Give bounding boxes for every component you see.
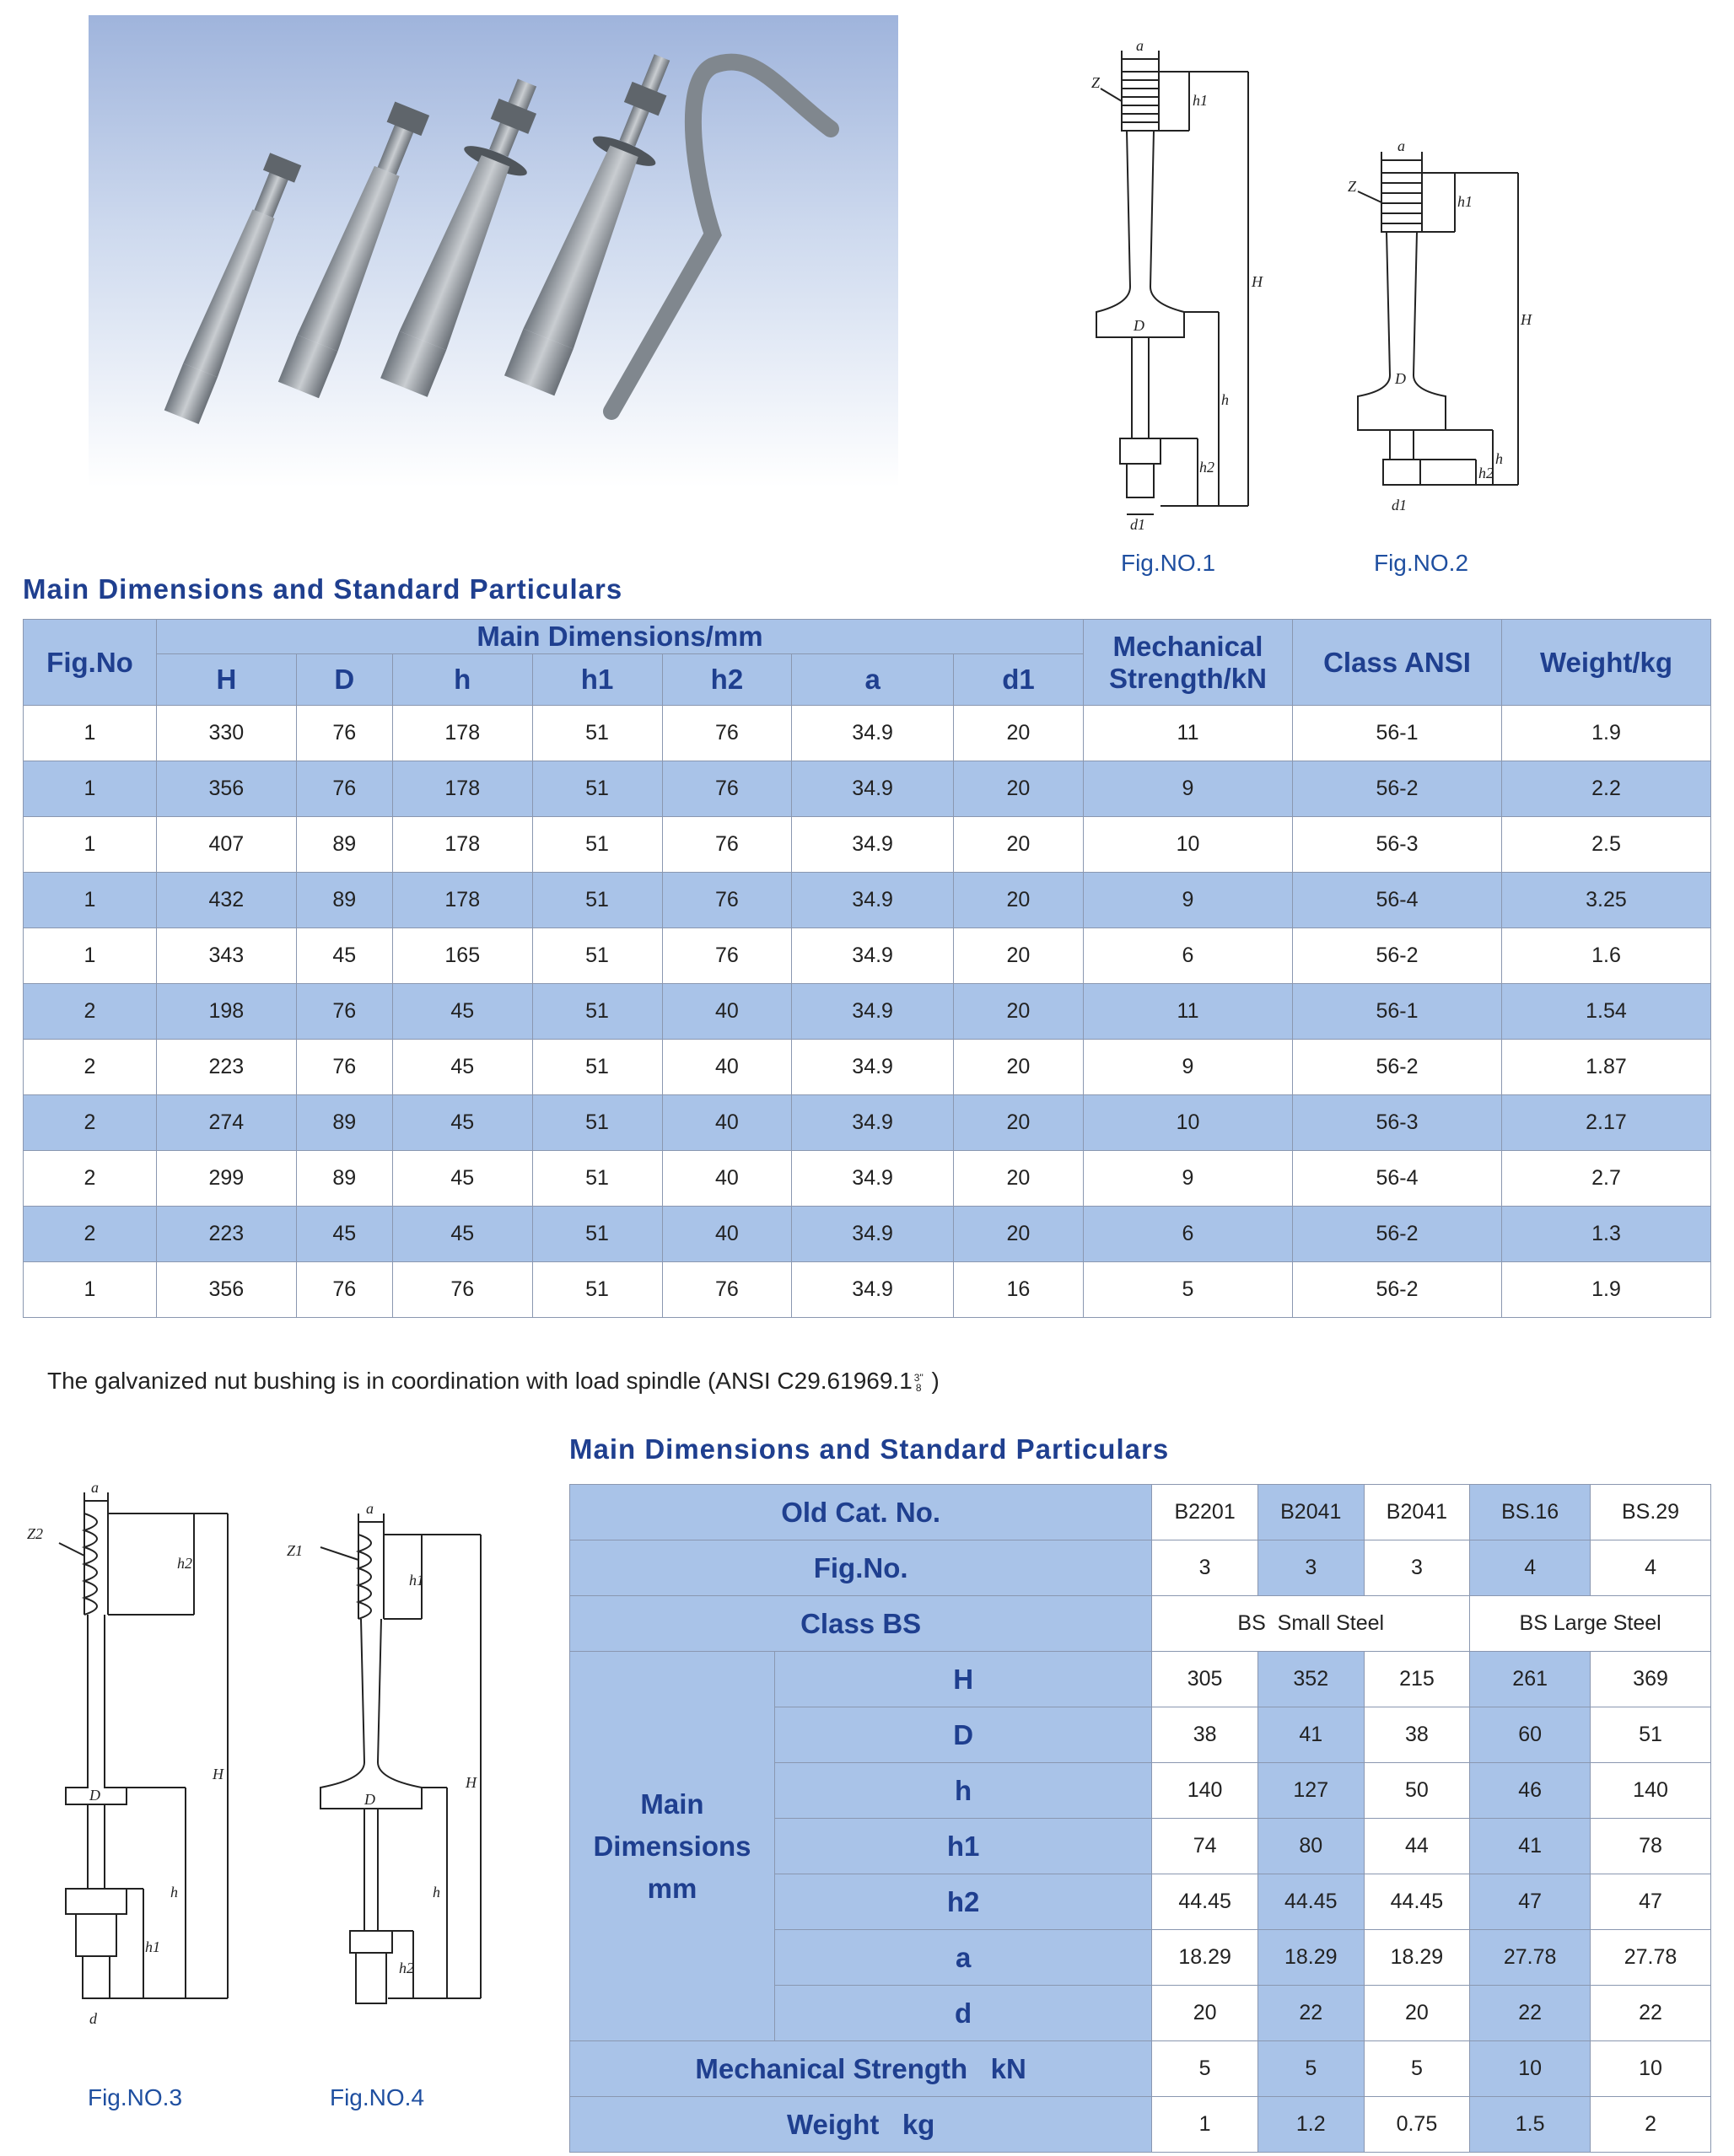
table-cell: 1 xyxy=(24,928,157,984)
class-bs-label: Class BS xyxy=(570,1596,1152,1652)
dim-name: a xyxy=(775,1930,1152,1986)
cell: 3 xyxy=(1257,1540,1364,1596)
table-row xyxy=(24,984,1711,1040)
table-cell: 1 xyxy=(24,706,157,761)
table-cell: 44.45 xyxy=(1364,1874,1470,1930)
table-cell: 51 xyxy=(532,928,662,984)
table-cell: 20 xyxy=(953,928,1083,984)
table-cell: 11 xyxy=(1084,984,1293,1040)
table-cell: 56-2 xyxy=(1293,761,1502,817)
table-cell: 2.7 xyxy=(1502,1151,1711,1207)
dim-d-3: d xyxy=(89,2010,97,2027)
dim-h1-2: h1 xyxy=(1457,193,1473,210)
drawing-fig3 xyxy=(17,1476,253,2049)
section2-title: Main Dimensions and Standard Particulars xyxy=(569,1433,1170,1465)
table-row xyxy=(24,1095,1711,1151)
table-cell: 2.5 xyxy=(1502,817,1711,873)
table-cell: 76 xyxy=(296,984,392,1040)
cell: B2201 xyxy=(1152,1485,1258,1540)
table-cell: 140 xyxy=(1591,1763,1711,1819)
table-cell: 76 xyxy=(662,706,792,761)
table-cell: 178 xyxy=(392,873,532,928)
table-cell: 178 xyxy=(392,706,532,761)
table-cell: 22 xyxy=(1257,1986,1364,2041)
table-cell: 10 xyxy=(1470,2041,1591,2097)
table-row xyxy=(570,2041,1711,2097)
table-cell: 2 xyxy=(24,1040,157,1095)
table-cell: 89 xyxy=(296,873,392,928)
table-cell: 1 xyxy=(24,1262,157,1318)
weight-label: Weight kg xyxy=(570,2097,1152,2153)
table-row xyxy=(570,1485,1711,1540)
table-cell: 369 xyxy=(1591,1652,1711,1707)
table-cell: 330 xyxy=(157,706,297,761)
table-cell: 165 xyxy=(392,928,532,984)
dim-h-3: h xyxy=(170,1884,178,1901)
table-cell: 38 xyxy=(1152,1707,1258,1763)
table-cell: 76 xyxy=(662,1262,792,1318)
table-row xyxy=(24,928,1711,984)
table-cell: 76 xyxy=(662,928,792,984)
table-cell: 215 xyxy=(1364,1652,1470,1707)
table-cell: 45 xyxy=(392,1207,532,1262)
table-cell: 6 xyxy=(1084,1207,1293,1262)
table-cell: 198 xyxy=(157,984,297,1040)
table-cell: 34.9 xyxy=(792,706,954,761)
header-dim-col: h1 xyxy=(532,654,662,706)
table-cell: 56-2 xyxy=(1293,928,1502,984)
dim-name: D xyxy=(775,1707,1152,1763)
product-photo xyxy=(89,15,898,487)
table-cell: 5 xyxy=(1152,2041,1258,2097)
dim-h1-1: h1 xyxy=(1193,92,1208,109)
table-cell: 44.45 xyxy=(1257,1874,1364,1930)
table-cell: 261 xyxy=(1470,1652,1591,1707)
table-cell: 2.17 xyxy=(1502,1095,1711,1151)
header-main-dims: Main Dimensions/mm xyxy=(157,620,1084,654)
table-cell: 9 xyxy=(1084,1040,1293,1095)
cell: 3 xyxy=(1152,1540,1258,1596)
dim-h-2: h xyxy=(1495,450,1503,467)
table-cell: 56-4 xyxy=(1293,873,1502,928)
table-cell: 34.9 xyxy=(792,984,954,1040)
table-cell: 356 xyxy=(157,1262,297,1318)
table-cell: 27.78 xyxy=(1470,1930,1591,1986)
table-cell: 51 xyxy=(532,1207,662,1262)
table-row xyxy=(24,706,1711,761)
table-cell: 1 xyxy=(24,873,157,928)
table-cell: 34.9 xyxy=(792,1262,954,1318)
table-cell: 2 xyxy=(24,1151,157,1207)
table-row xyxy=(24,761,1711,817)
table-cell: 20 xyxy=(953,817,1083,873)
table-cell: 305 xyxy=(1152,1652,1258,1707)
table-cell: 56-2 xyxy=(1293,1207,1502,1262)
table-cell: 47 xyxy=(1470,1874,1591,1930)
table-cell: 127 xyxy=(1257,1763,1364,1819)
table-cell: 34.9 xyxy=(792,761,954,817)
table-cell: 11 xyxy=(1084,706,1293,761)
table-cell: 76 xyxy=(662,817,792,873)
table-cell: 20 xyxy=(953,761,1083,817)
table-cell: 18.29 xyxy=(1257,1930,1364,1986)
table-cell: 9 xyxy=(1084,873,1293,928)
table-cell: 1.6 xyxy=(1502,928,1711,984)
dim-h-4: h xyxy=(433,1884,440,1901)
table-cell: 51 xyxy=(532,873,662,928)
dim-D-1: D xyxy=(1134,317,1144,334)
table-cell: 74 xyxy=(1152,1819,1258,1874)
table-cell: 5 xyxy=(1364,2041,1470,2097)
drawing-fig4 xyxy=(278,1476,514,2049)
note-frac-num: 3" xyxy=(913,1371,924,1384)
table-row xyxy=(24,1207,1711,1262)
table-cell: 41 xyxy=(1470,1819,1591,1874)
table-cell: 352 xyxy=(1257,1652,1364,1707)
header-dim-col: H xyxy=(157,654,297,706)
dim-h2-1: h2 xyxy=(1199,459,1214,476)
header-dim-col: h2 xyxy=(662,654,792,706)
table-cell: 18.29 xyxy=(1364,1930,1470,1986)
table-cell: 76 xyxy=(392,1262,532,1318)
table-cell: 22 xyxy=(1591,1986,1711,2041)
header-fig-no: Fig.No xyxy=(24,620,157,706)
dim-H-1: H xyxy=(1252,273,1263,290)
table-cell: 1.2 xyxy=(1257,2097,1364,2153)
table-cell: 56-3 xyxy=(1293,1095,1502,1151)
table-row xyxy=(570,2097,1711,2153)
table-cell: 20 xyxy=(953,706,1083,761)
section1-title: Main Dimensions and Standard Particulars xyxy=(23,573,623,605)
table-cell: 178 xyxy=(392,817,532,873)
table-cell: 1.87 xyxy=(1502,1040,1711,1095)
table-cell: 51 xyxy=(532,817,662,873)
dim-h-1: h xyxy=(1221,391,1229,408)
table-cell: 6 xyxy=(1084,928,1293,984)
table-cell: 51 xyxy=(532,761,662,817)
table-cell: 41 xyxy=(1257,1707,1364,1763)
table-row xyxy=(24,1262,1711,1318)
table-cell: 76 xyxy=(662,873,792,928)
dim-d1-1: d1 xyxy=(1130,516,1145,531)
bushing-note xyxy=(47,1368,940,1395)
table-cell: 40 xyxy=(662,1040,792,1095)
table-cell: 34.9 xyxy=(792,873,954,928)
table-cell: 5 xyxy=(1084,1262,1293,1318)
dim-z1-4: Z1 xyxy=(287,1542,304,1559)
table-cell: 51 xyxy=(532,1151,662,1207)
table-cell: 56-2 xyxy=(1293,1262,1502,1318)
table-row xyxy=(24,873,1711,928)
drawing-fig1 xyxy=(1071,34,1265,531)
table-cell: 1 xyxy=(24,817,157,873)
table-cell: 5 xyxy=(1257,2041,1364,2097)
dim-h2-4: h2 xyxy=(399,1960,414,1976)
header-dim-col: d1 xyxy=(953,654,1083,706)
table-cell: 78 xyxy=(1591,1819,1711,1874)
table-cell: 1 xyxy=(1152,2097,1258,2153)
dim-h1-3: h1 xyxy=(145,1938,160,1955)
dim-z-2: Z xyxy=(1348,178,1357,195)
dim-h2-2: h2 xyxy=(1478,465,1494,481)
table-cell: 20 xyxy=(953,873,1083,928)
table-cell: 2 xyxy=(24,1095,157,1151)
table-cell: 18.29 xyxy=(1152,1930,1258,1986)
table-cell: 76 xyxy=(296,1262,392,1318)
fig3-label: Fig.NO.3 xyxy=(87,2084,183,2110)
old-cat-label: Old Cat. No. xyxy=(570,1485,1152,1540)
table-cell: 223 xyxy=(157,1207,297,1262)
fig2-label: Fig.NO.2 xyxy=(1373,550,1469,576)
dim-name: d xyxy=(775,1986,1152,2041)
table-cell: 34.9 xyxy=(792,928,954,984)
table-cell: 1.54 xyxy=(1502,984,1711,1040)
table-cell: 40 xyxy=(662,984,792,1040)
table-cell: 2 xyxy=(24,1207,157,1262)
ansi-spindle-table xyxy=(23,619,1711,1318)
table-cell: 44 xyxy=(1364,1819,1470,1874)
table-cell: 44.45 xyxy=(1152,1874,1258,1930)
table-cell: 38 xyxy=(1364,1707,1470,1763)
dim-D-3: D xyxy=(89,1787,100,1804)
drawing-fig2 xyxy=(1324,139,1535,527)
header-dim-col: h xyxy=(392,654,532,706)
header-mech-strength: Mechanical Strength/kN xyxy=(1084,620,1293,706)
cell: B2041 xyxy=(1364,1485,1470,1540)
note-frac-den: 8 xyxy=(915,1381,922,1394)
table-cell: 20 xyxy=(953,1207,1083,1262)
table-cell: 20 xyxy=(953,1151,1083,1207)
table-cell: 20 xyxy=(1152,1986,1258,2041)
table-cell: 1.3 xyxy=(1502,1207,1711,1262)
table-cell: 1.9 xyxy=(1502,1262,1711,1318)
header-dim-col: D xyxy=(296,654,392,706)
header-weight: Weight/kg xyxy=(1502,620,1711,706)
dim-name: H xyxy=(775,1652,1152,1707)
dim-D-4: D xyxy=(364,1791,375,1808)
dim-a-1: a xyxy=(1136,37,1144,54)
table-cell: 407 xyxy=(157,817,297,873)
dim-a-3: a xyxy=(91,1479,99,1496)
dim-name: h1 xyxy=(775,1819,1152,1874)
table-cell: 3.25 xyxy=(1502,873,1711,928)
table-cell: 80 xyxy=(1257,1819,1364,1874)
table-cell: 16 xyxy=(953,1262,1083,1318)
header-class-ansi: Class ANSI xyxy=(1293,620,1502,706)
dim-h2-3: h2 xyxy=(177,1555,192,1572)
table-cell: 34.9 xyxy=(792,817,954,873)
fig-no-label: Fig.No. xyxy=(570,1540,1152,1596)
table-cell: 223 xyxy=(157,1040,297,1095)
dim-a-4: a xyxy=(366,1500,374,1517)
table-cell: 10 xyxy=(1084,817,1293,873)
table-cell: 20 xyxy=(953,1040,1083,1095)
table-cell: 56-1 xyxy=(1293,706,1502,761)
table-row xyxy=(570,1652,1711,1707)
table-cell: 46 xyxy=(1470,1763,1591,1819)
table-cell: 140 xyxy=(1152,1763,1258,1819)
dim-name: h2 xyxy=(775,1874,1152,1930)
dim-H-3: H xyxy=(213,1766,223,1782)
class-small-steel: BS Small Steel xyxy=(1152,1596,1470,1652)
table-cell: 2.2 xyxy=(1502,761,1711,817)
dim-d1-2: d1 xyxy=(1392,497,1407,513)
table-cell: 76 xyxy=(296,706,392,761)
dim-H-4: H xyxy=(466,1774,477,1791)
table-cell: 2 xyxy=(24,984,157,1040)
table-cell: 2 xyxy=(1591,2097,1711,2153)
dim-h1-4: h1 xyxy=(409,1572,424,1589)
cell: 3 xyxy=(1364,1540,1470,1596)
table-cell: 34.9 xyxy=(792,1151,954,1207)
table-cell: 9 xyxy=(1084,1151,1293,1207)
table-cell: 56-3 xyxy=(1293,817,1502,873)
fig1-label: Fig.NO.1 xyxy=(1120,550,1216,576)
table-cell: 45 xyxy=(296,928,392,984)
table-cell: 51 xyxy=(532,706,662,761)
bs-spindle-table xyxy=(569,1484,1711,2153)
dim-a-2: a xyxy=(1397,139,1405,154)
table-cell: 10 xyxy=(1084,1095,1293,1151)
table-cell: 0.75 xyxy=(1364,2097,1470,2153)
table-cell: 1 xyxy=(24,761,157,817)
dim-D-2: D xyxy=(1395,370,1406,387)
table-cell: 45 xyxy=(392,1095,532,1151)
table-cell: 432 xyxy=(157,873,297,928)
dim-z-1: Z xyxy=(1091,74,1101,91)
table-cell: 27.78 xyxy=(1591,1930,1711,1986)
cell: 4 xyxy=(1470,1540,1591,1596)
class-large-steel: BS Large Steel xyxy=(1470,1596,1711,1652)
table-cell: 40 xyxy=(662,1151,792,1207)
table-row xyxy=(570,1540,1711,1596)
table-row xyxy=(24,1151,1711,1207)
cell: BS.16 xyxy=(1470,1485,1591,1540)
table-cell: 45 xyxy=(392,1151,532,1207)
table-cell: 20 xyxy=(953,984,1083,1040)
table-cell: 356 xyxy=(157,761,297,817)
table-cell: 22 xyxy=(1470,1986,1591,2041)
cell: B2041 xyxy=(1257,1485,1364,1540)
table-row xyxy=(570,1596,1711,1652)
table-cell: 89 xyxy=(296,1095,392,1151)
table-cell: 51 xyxy=(1591,1707,1711,1763)
table-row xyxy=(24,1040,1711,1095)
table-cell: 89 xyxy=(296,817,392,873)
table-cell: 51 xyxy=(532,1040,662,1095)
fig4-label: Fig.NO.4 xyxy=(329,2084,425,2110)
table-cell: 51 xyxy=(532,1095,662,1151)
table-cell: 299 xyxy=(157,1151,297,1207)
table-cell: 56-1 xyxy=(1293,984,1502,1040)
table-cell: 45 xyxy=(296,1207,392,1262)
table-cell: 60 xyxy=(1470,1707,1591,1763)
table-cell: 9 xyxy=(1084,761,1293,817)
table-cell: 51 xyxy=(532,1262,662,1318)
note-end: ) xyxy=(924,1368,940,1394)
table-cell: 34.9 xyxy=(792,1040,954,1095)
table-cell: 51 xyxy=(532,984,662,1040)
table-cell: 20 xyxy=(1364,1986,1470,2041)
table-cell: 45 xyxy=(392,1040,532,1095)
table-cell: 50 xyxy=(1364,1763,1470,1819)
table-cell: 40 xyxy=(662,1095,792,1151)
table-cell: 274 xyxy=(157,1095,297,1151)
table-cell: 40 xyxy=(662,1207,792,1262)
table-cell: 10 xyxy=(1591,2041,1711,2097)
cell: 4 xyxy=(1591,1540,1711,1596)
table-cell: 1.5 xyxy=(1470,2097,1591,2153)
dim-name: h xyxy=(775,1763,1152,1819)
table-row xyxy=(24,817,1711,873)
mech-label: Mechanical Strength kN xyxy=(570,2041,1152,2097)
cell: BS.29 xyxy=(1591,1485,1711,1540)
table-cell: 45 xyxy=(392,984,532,1040)
table-cell: 56-2 xyxy=(1293,1040,1502,1095)
header-dim-col: a xyxy=(792,654,954,706)
dim-z2-3: Z2 xyxy=(27,1525,44,1542)
table-cell: 343 xyxy=(157,928,297,984)
table-cell: 89 xyxy=(296,1151,392,1207)
table-cell: 34.9 xyxy=(792,1207,954,1262)
table-cell: 34.9 xyxy=(792,1095,954,1151)
table-cell: 76 xyxy=(296,1040,392,1095)
table-cell: 1.9 xyxy=(1502,706,1711,761)
table-cell: 20 xyxy=(953,1095,1083,1151)
dim-H-2: H xyxy=(1521,311,1532,328)
main-dims-label: Main Dimensions mm xyxy=(570,1652,775,2041)
table-cell: 76 xyxy=(296,761,392,817)
table-cell: 178 xyxy=(392,761,532,817)
table-cell: 47 xyxy=(1591,1874,1711,1930)
table-cell: 76 xyxy=(662,761,792,817)
table-cell: 56-4 xyxy=(1293,1151,1502,1207)
note-text: The galvanized nut bushing is in coordination with load spindle (ANSI C29.61969.1 xyxy=(47,1368,913,1394)
